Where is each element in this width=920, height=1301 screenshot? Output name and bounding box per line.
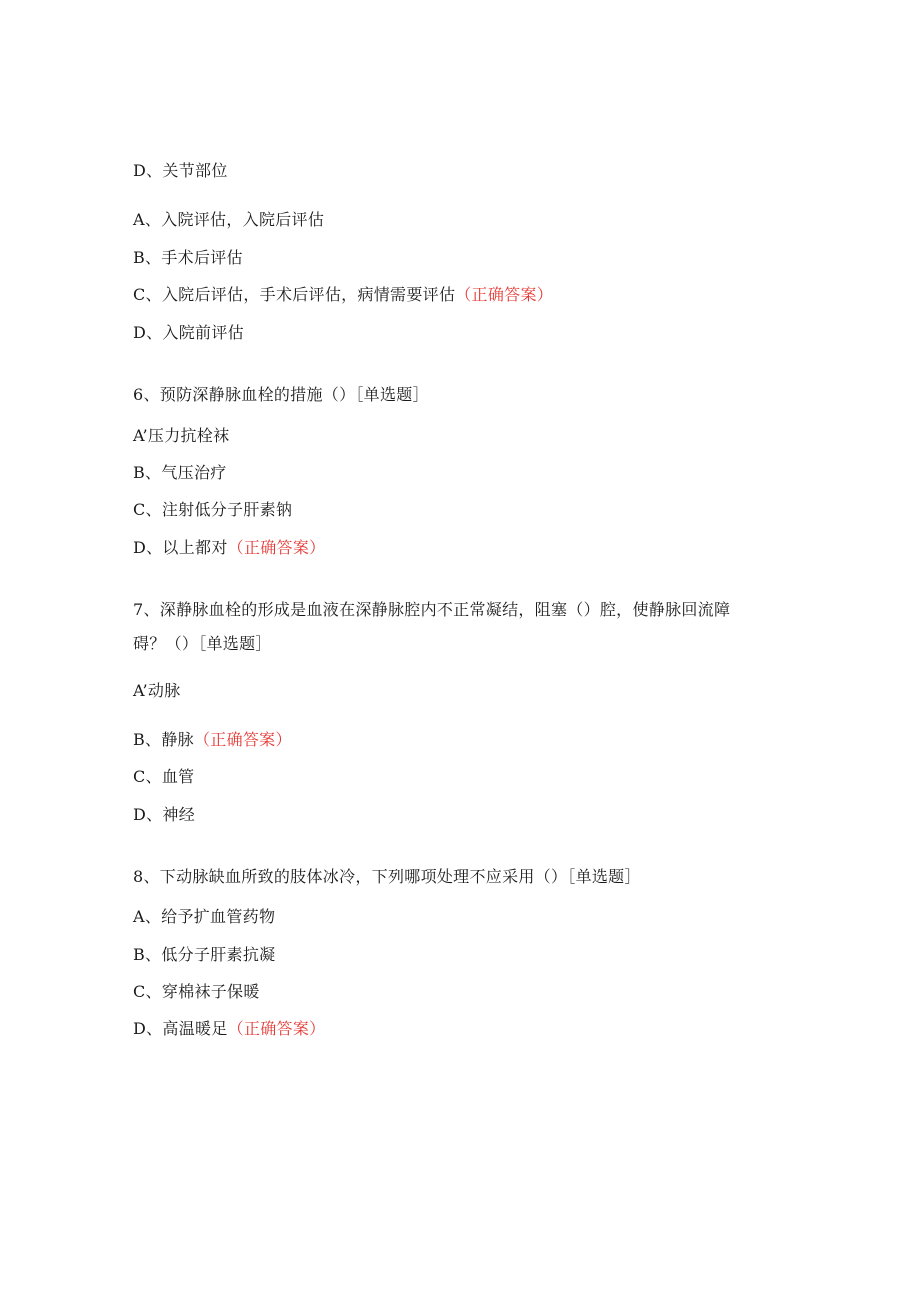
question-7-line-2: 碍？（）［单选题］ [133, 634, 272, 653]
q6-option-d-correct: D、以上都对（正确答案） [133, 538, 326, 557]
correct-answer-marker: （正确答案） [193, 730, 292, 749]
option-b-postop-eval: B、手术后评估 [133, 248, 243, 267]
question-8: 8、下动脉缺血所致的肢体冰冷，下列哪项处理不应采用（）［单选题］ [133, 867, 641, 886]
q6-option-a: A’压力抗栓袜 [133, 426, 230, 445]
q6-option-c: C、注射低分子肝素钠 [133, 500, 293, 519]
q6-option-b: B、气压治疗 [133, 463, 227, 482]
correct-answer-marker: （正确答案） [227, 1019, 326, 1038]
q7-option-a: A’动脉 [133, 681, 181, 700]
q7-option-c: C、血管 [133, 767, 195, 786]
question-7-line-1: 7、深静脉血栓的形成是血液在深静脉腔内不正常凝结，阻塞（）腔，使静脉回流障 [133, 600, 731, 619]
correct-answer-marker: （正确答案） [227, 538, 326, 557]
option-d-preadmission-eval: D、入院前评估 [133, 323, 244, 342]
option-d-joint: D、关节部位 [133, 161, 228, 180]
correct-answer-marker: （正确答案） [455, 285, 554, 304]
q7-option-d: D、神经 [133, 805, 196, 824]
option-c-correct: C、入院后评估，手术后评估，病情需要评估（正确答案） [133, 285, 554, 304]
q8-option-b: B、低分子肝素抗凝 [133, 945, 276, 964]
q8-option-a: A、给予扩血管药物 [133, 907, 276, 926]
option-a-admission-eval: A、入院评估，入院后评估 [133, 210, 325, 229]
question-6: 6、预防深静脉血栓的措施（）［单选题］ [133, 385, 429, 404]
q7-option-b-correct: B、静脉（正确答案） [133, 730, 292, 749]
q8-option-d-correct: D、高温暖足（正确答案） [133, 1019, 326, 1038]
q8-option-c: C、穿棉袜子保暖 [133, 982, 260, 1001]
